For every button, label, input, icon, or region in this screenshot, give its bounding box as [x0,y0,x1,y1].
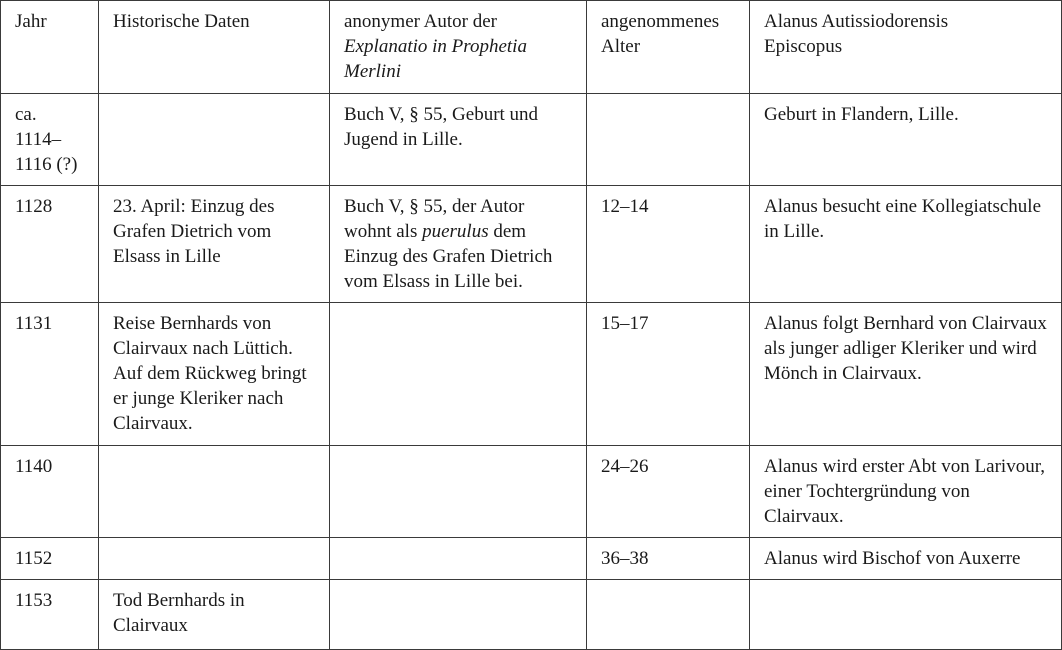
header-anonymer-autor-line3: Merlini [344,61,401,82]
header-jahr [1,1,99,94]
cell-jahr: 1128 [1,186,99,303]
cell-historische-daten: Tod Bernhards in Clairvaux [99,580,330,650]
table-row [1,303,1062,446]
cell-jahr [1,94,99,186]
cell-historische-daten [99,538,330,580]
table-row [1,94,1062,186]
header-anonymer-autor-line1: anonymer Autor der [344,11,498,32]
cell-alanus: Alanus wird erster Abt von Larivour, einer Tochtergründung von Clairvaux. [750,446,1062,538]
table-row [1,580,1062,650]
cell-alter [587,580,750,650]
cell-jahr: 1153 [1,580,99,650]
cell-historische-daten: Reise Bernhards von Clairvaux nach Lüttich. Auf dem Rückweg bringt er junge Kleriker nach Clairvaux. [99,303,330,446]
cell-historische-daten [99,446,330,538]
cell-alter: 15–17 [587,303,750,446]
cell-alter: 36–38 [587,538,750,580]
header-alter-line2: Alter [601,36,641,57]
cell-historische-daten: 23. April: Einzug des Grafen Dietrich vom Elsass in Lille [99,186,330,303]
cell-jahr: 1140 [1,446,99,538]
header-anonymer-autor-line2: Explanatio in Prophetia [344,36,527,57]
header-angenommenes-alter [587,1,750,94]
cell-alanus: Alanus wird Bischof von Auxerre [750,538,1062,580]
cell-anonymer-autor [330,446,587,538]
table-row [1,538,1062,580]
cell-jahr-line1: ca. [15,104,37,125]
cell-alter: 12–14 [587,186,750,303]
cell-jahr-line3: 1116 (?) [15,154,78,175]
header-historische-daten-label: Historische Daten [113,11,250,32]
cell-historische-daten [99,94,330,186]
cell-jahr-line2: 1114– [15,129,62,150]
cell-alanus: Alanus folgt Bernhard von Clairvaux als junger adliger Kleriker und wird Mönch in Clairvaux. [750,303,1062,446]
header-alter-line1: angenommenes [601,11,720,32]
table-row [1,186,1062,303]
cell-alanus: Geburt in Flandern, Lille. [750,94,1062,186]
cell-anonymer-autor [330,538,587,580]
cell-anonymer-autor-italic: puerulus [422,221,489,242]
cell-anonymer-autor-text-b: dem Einzug des Grafen Dietrich vom Elsass in Lille bei. [344,221,553,292]
header-alanus-line2: Episcopus [764,36,843,57]
header-historische-daten [99,1,330,94]
cell-alter [587,94,750,186]
cell-anonymer-autor [330,580,587,650]
header-anonymer-autor [330,1,587,94]
cell-alter: 24–26 [587,446,750,538]
table-row [1,446,1062,538]
cell-alanus [750,580,1062,650]
cell-anonymer-autor-text-a: Buch V, § 55, der Autor wohnt als [344,196,525,242]
cell-anonymer-autor [330,186,587,303]
cell-jahr: 1152 [1,538,99,580]
header-alanus-line1: Alanus Autissiodorensis [764,11,949,32]
cell-anonymer-autor: Buch V, § 55, Geburt und Jugend in Lille. [330,94,587,186]
header-row [1,1,1062,94]
cell-alanus: Alanus besucht eine Kollegiatschule in Lille. [750,186,1062,303]
header-jahr-label: Jahr [15,11,47,32]
cell-jahr: 1131 [1,303,99,446]
cell-anonymer-autor [330,303,587,446]
header-alanus [750,1,1062,94]
